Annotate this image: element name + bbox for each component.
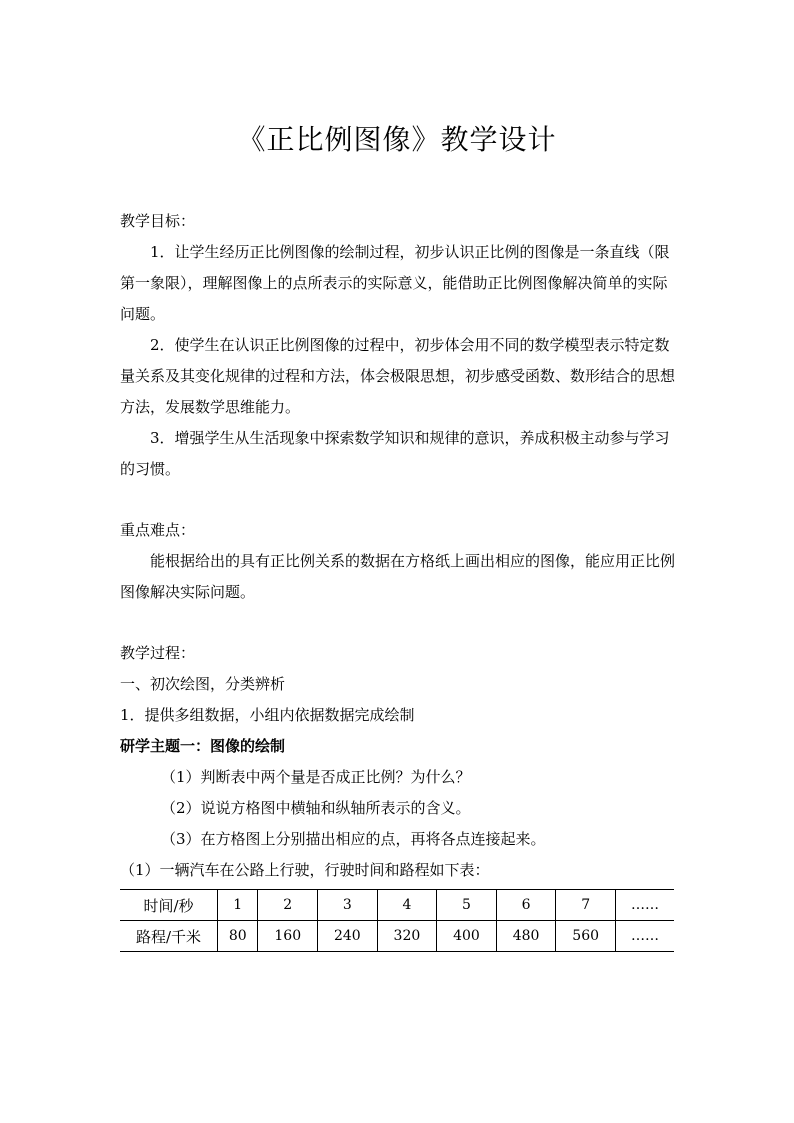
table-cell: 2 (258, 890, 318, 921)
table-cell: 路程/千米 (120, 921, 218, 952)
document-body (120, 206, 676, 886)
table-row-time (120, 890, 674, 921)
table-cell: 240 (318, 921, 378, 952)
time-distance-table (120, 889, 674, 952)
table-cell: 5 (437, 890, 497, 921)
table-cell: 3 (318, 890, 378, 921)
table-cell: 1 (218, 890, 258, 921)
table-cell: 320 (377, 921, 437, 952)
process-heading: 教学过程： (120, 644, 196, 662)
table-cell: 560 (556, 921, 616, 952)
problem-1: （1）一辆汽车在公路上行驶，行驶时间和路程如下表： (120, 861, 490, 879)
page-title: 《正比例图像》教学设计 (237, 123, 557, 156)
key-points-text: 能根据给出的具有正比例关系的数据在方格纸上画出相应的图像，能应用正比例图像解决实际问题。 (120, 552, 676, 601)
question-2: （2）说说方格图中横轴和纵轴所表示的含义。 (161, 799, 471, 817)
goal-paragraph-3: 3．增强学生从生活现象中探索数学知识和规律的意识，养成积极主动参与学习的习惯。 (120, 429, 670, 478)
table-cell: 160 (258, 921, 318, 952)
table-cell: …… (616, 890, 675, 921)
step-1: 1．提供多组数据，小组内依据数据完成绘制 (120, 706, 415, 724)
table-cell: 时间/秒 (120, 890, 218, 921)
table-cell: 4 (377, 890, 437, 921)
table-cell: 7 (556, 890, 616, 921)
section-heading-1: 一、初次绘图，分类辨析 (120, 675, 286, 693)
table-cell: 480 (496, 921, 556, 952)
study-theme-heading: 研学主题一：图像的绘制 (120, 737, 286, 755)
goal-paragraph-2: 2．使学生在认识正比例图像的过程中，初步体会用不同的数学模型表示特定数量关系及其变化规律的过程和方法，体会极限思想，初步感受函数、数形结合的思想方法，发展数学思维能力。 (120, 336, 676, 416)
table-cell: 400 (437, 921, 497, 952)
question-1: （1）判断表中两个量是否成正比例？为什么？ (161, 768, 471, 786)
key-points-heading: 重点难点： (120, 521, 196, 539)
table-row-distance (120, 921, 674, 952)
table-cell: 80 (218, 921, 258, 952)
table-cell: 6 (496, 890, 556, 921)
table-cell: …… (616, 921, 675, 952)
goal-paragraph-1: 1．让学生经历正比例图像的绘制过程，初步认识正比例的图像是一条直线（限第一象限），理解图像上的点所表示的实际意义，能借助正比例图像解决简单的实际问题。 (120, 243, 670, 323)
question-3: （3）在方格图上分别描出相应的点，再将各点连接起来。 (161, 830, 546, 848)
goals-heading: 教学目标： (120, 212, 196, 230)
